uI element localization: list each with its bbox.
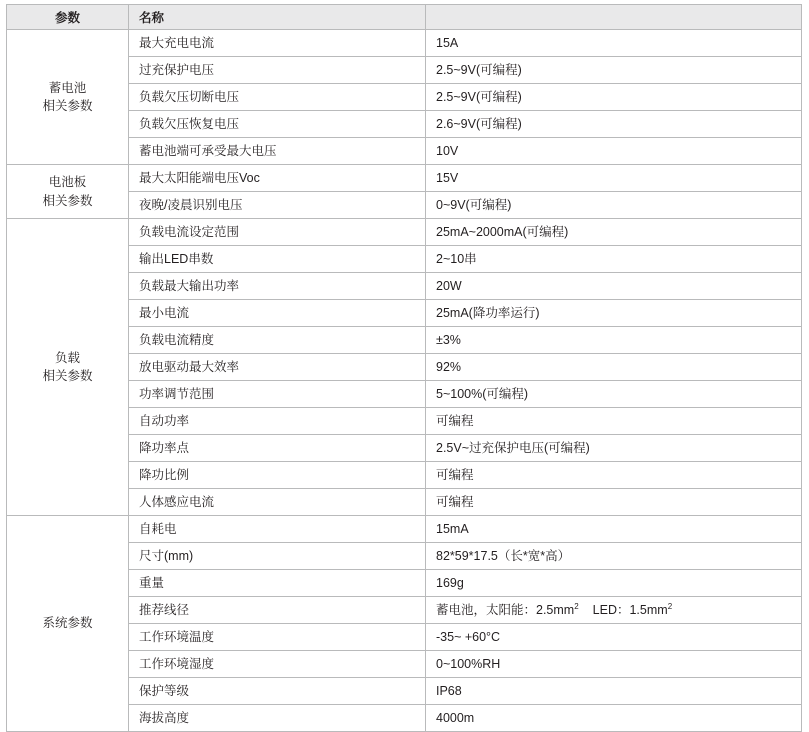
table-header-row [7, 5, 802, 30]
parameter-value-cell: 可编程 [426, 489, 802, 516]
parameter-value-cell: 5~100%(可编程) [426, 381, 802, 408]
parameter-name-cell: 负载最大输出功率 [129, 273, 426, 300]
parameter-name-cell: 自动功率 [129, 408, 426, 435]
parameter-value-cell: 2.6~9V(可编程) [426, 111, 802, 138]
parameter-name-cell: 放电驱动最大效率 [129, 354, 426, 381]
parameter-name-cell: 蓄电池端可承受最大电压 [129, 138, 426, 165]
specification-table [6, 4, 802, 732]
parameter-name-cell: 最大太阳能端电压Voc [129, 165, 426, 192]
parameter-value-cell: 25mA(降功率运行) [426, 300, 802, 327]
parameter-name-cell: 最大充电电流 [129, 30, 426, 57]
parameter-name-cell: 夜晚/凌晨识别电压 [129, 192, 426, 219]
table-header [7, 5, 802, 30]
parameter-value-cell: ±3% [426, 327, 802, 354]
parameter-name-cell: 输出LED串数 [129, 246, 426, 273]
parameter-name-cell: 负载电流精度 [129, 327, 426, 354]
parameter-value-cell: 82*59*17.5（长*宽*高） [426, 543, 802, 570]
parameter-value-cell: 20W [426, 273, 802, 300]
parameter-name-cell: 功率调节范围 [129, 381, 426, 408]
parameter-value-cell: 可编程 [426, 408, 802, 435]
group-label-line: 系统参数 [42, 616, 93, 631]
parameter-name-cell: 过充保护电压 [129, 57, 426, 84]
parameter-value-cell: 92% [426, 354, 802, 381]
parameter-value-cell: 169g [426, 570, 802, 597]
column-header-name: 名称 [129, 5, 426, 30]
group-label-line: 电池板 [48, 175, 87, 190]
table-row [7, 165, 802, 192]
parameter-value-cell: 可编程 [426, 462, 802, 489]
table-row [7, 30, 802, 57]
group-label-cell [7, 30, 129, 165]
parameter-value-cell: 蓄电池，太阳能：$2.5mm^2$ LED：$1.5mm^2$ [426, 597, 802, 624]
parameter-name-cell: 负载欠压切断电压 [129, 84, 426, 111]
parameter-value-cell: -35~ +60°C [426, 624, 802, 651]
parameter-name-cell: 工作环境温度 [129, 624, 426, 651]
group-label-cell [7, 165, 129, 219]
parameter-name-cell: 保护等级 [129, 678, 426, 705]
parameter-name-cell: 重量 [129, 570, 426, 597]
group-label-line: 蓄电池 [48, 80, 87, 95]
group-label-line: 相关参数 [42, 99, 93, 113]
parameter-value-cell: 2.5~9V(可编程) [426, 57, 802, 84]
table-row [7, 516, 802, 543]
parameter-value-cell: 2.5~9V(可编程) [426, 84, 802, 111]
parameter-name-cell: 负载欠压恢复电压 [129, 111, 426, 138]
parameter-value-cell: 10V [426, 138, 802, 165]
parameter-value-cell: 2.5V~过充保护电压(可编程) [426, 435, 802, 462]
parameter-name-cell: 推荐线径 [129, 597, 426, 624]
column-header-value [426, 5, 802, 30]
parameter-value-cell: 25mA~2000mA(可编程) [426, 219, 802, 246]
group-label-line: 负载 [54, 350, 80, 365]
parameter-name-cell: 尺寸(mm) [129, 543, 426, 570]
parameter-name-cell: 工作环境湿度 [129, 651, 426, 678]
parameter-value-cell: 15A [426, 30, 802, 57]
parameter-name-cell: 海拔高度 [129, 705, 426, 732]
column-header-group: 参数 [7, 5, 129, 30]
table-body [7, 30, 802, 732]
parameter-value-cell: 0~9V(可编程) [426, 192, 802, 219]
table-row [7, 219, 802, 246]
parameter-name-cell: 最小电流 [129, 300, 426, 327]
group-label-line: 相关参数 [42, 193, 93, 208]
parameter-value-cell: 4000m [426, 705, 802, 732]
parameter-value-cell: IP68 [426, 678, 802, 705]
parameter-name-cell: 自耗电 [129, 516, 426, 543]
parameter-value-cell: 15V [426, 165, 802, 192]
group-label-line: 相关参数 [42, 369, 93, 383]
parameter-value-cell: 2~10串 [426, 246, 802, 273]
parameter-value-cell: 15mA [426, 516, 802, 543]
parameter-name-cell: 降功率点 [129, 435, 426, 462]
group-label-cell [7, 516, 129, 732]
parameter-value-cell: 0~100%RH [426, 651, 802, 678]
group-label-cell [7, 219, 129, 516]
parameter-name-cell: 人体感应电流 [129, 489, 426, 516]
parameter-name-cell: 降功比例 [129, 462, 426, 489]
parameter-name-cell: 负载电流设定范围 [129, 219, 426, 246]
